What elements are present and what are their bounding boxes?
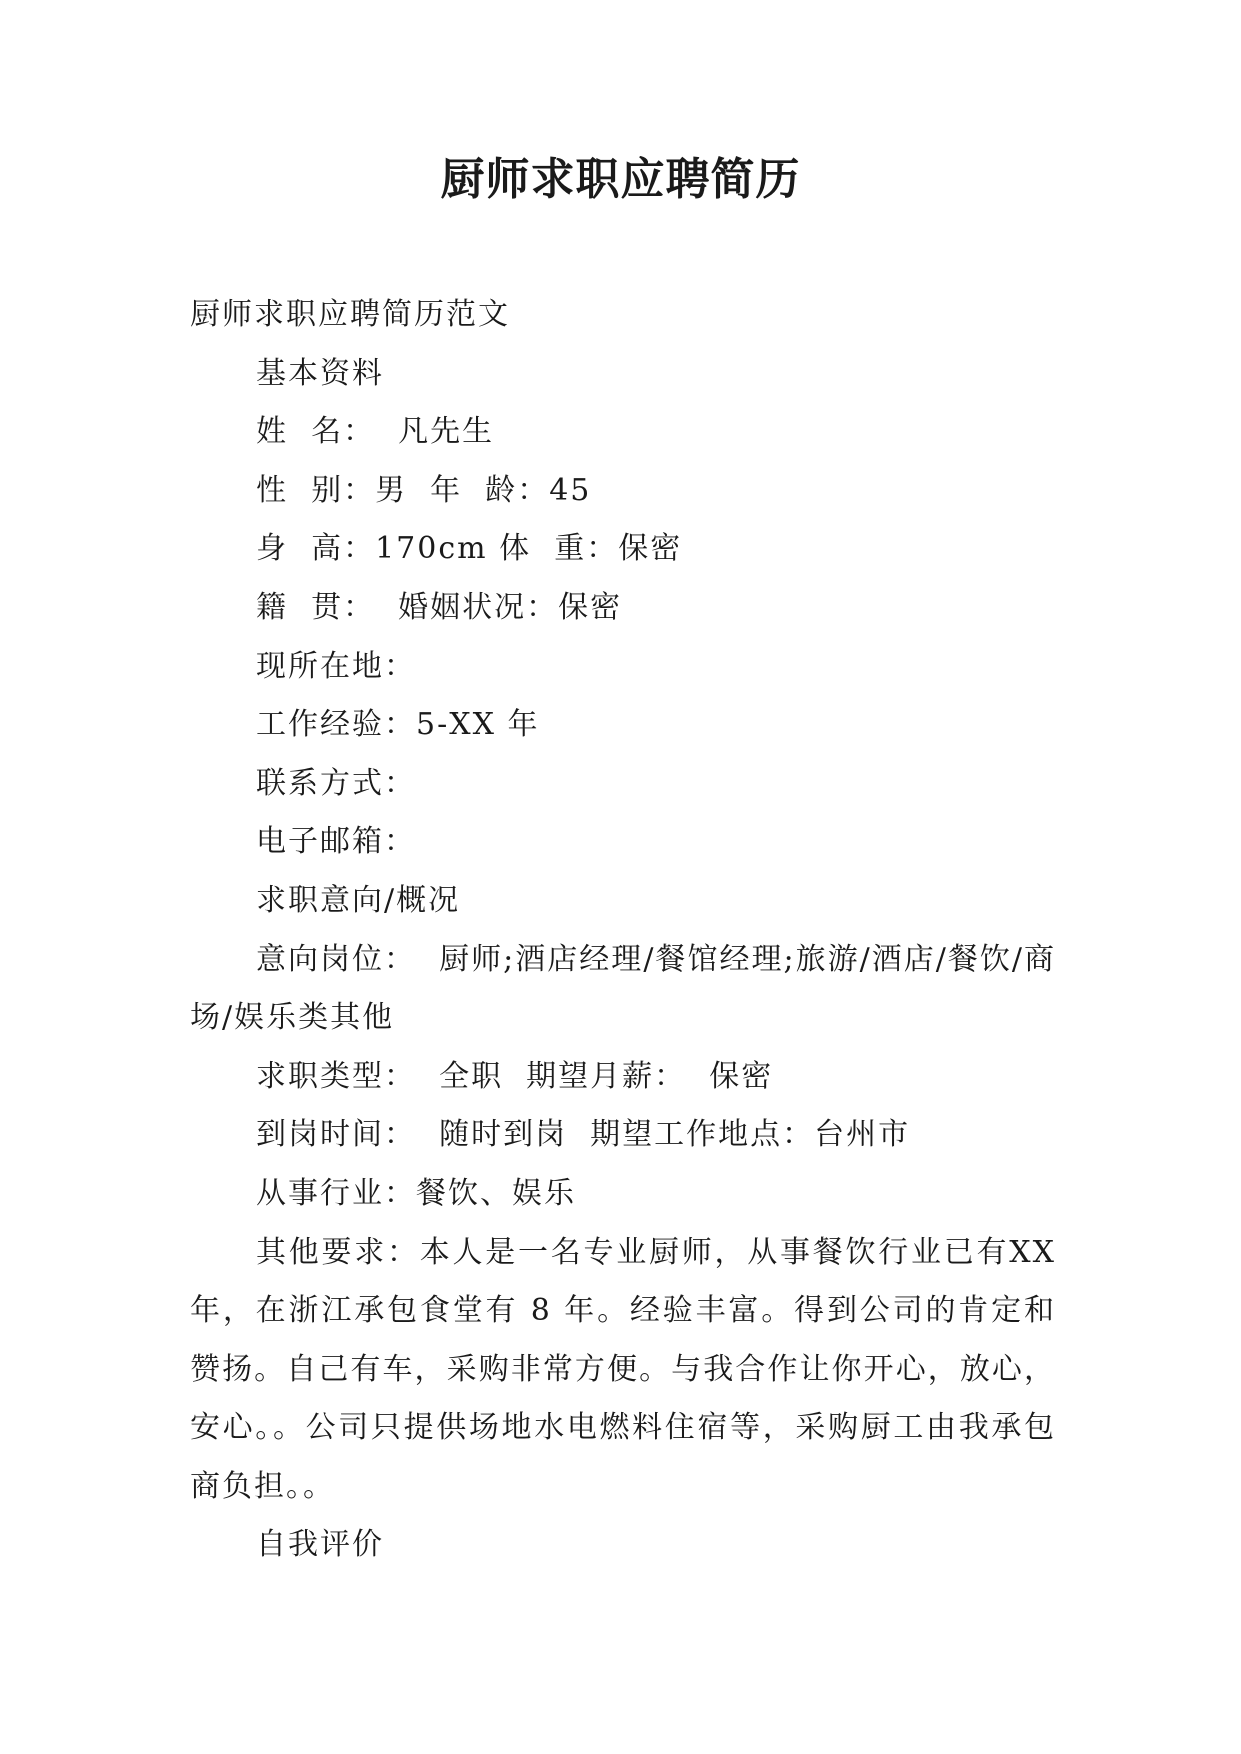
document-title: 厨师求职应聘简历 <box>440 154 801 205</box>
email-line: 电子邮箱： <box>256 824 416 860</box>
self-evaluation-heading: 自我评价 <box>256 1527 384 1563</box>
height-weight-line: 身 高：170cm 体 重：保密 <box>256 531 683 567</box>
basic-info-heading: 基本资料 <box>256 355 384 391</box>
other-requirements-paragraph: 其他要求：本人是一名专业厨师，从事餐饮行业已有XX年，在浙江承包食堂有 8 年。经验丰富。得到公司的肯定和赞扬。自己有车，采购非常方便。与我合作让你开心，放心，安心。。公司只提供场地水电燃料住宿等，采购厨工由我承包商负担。。 <box>190 1234 1056 1504</box>
gender-age-line: 性 别：男 年 龄：45 <box>256 472 592 508</box>
industry-line: 从事行业：餐饮、娱乐 <box>256 1175 576 1211</box>
location-line: 现所在地： <box>256 648 416 684</box>
document-subtitle: 厨师求职应聘简历范文 <box>190 297 510 332</box>
name-line: 姓 名： 凡先生 <box>256 414 495 450</box>
arrival-location-line: 到岗时间： 随时到岗 期望工作地点：台州市 <box>256 1117 911 1153</box>
origin-marital-line: 籍 贯： 婚姻状况：保密 <box>256 589 623 625</box>
experience-line: 工作经验：5-XX 年 <box>256 707 540 743</box>
desired-positions-line: 意向岗位： 厨师;酒店经理/餐馆经理;旅游/酒店/餐饮/商场/娱乐类其他 <box>190 941 1056 1036</box>
document-body <box>190 286 1056 1575</box>
job-type-salary-line: 求职类型： 全职 期望月薪： 保密 <box>256 1058 774 1094</box>
job-intent-heading: 求职意向/概况 <box>256 882 461 918</box>
contact-line: 联系方式： <box>256 765 416 801</box>
